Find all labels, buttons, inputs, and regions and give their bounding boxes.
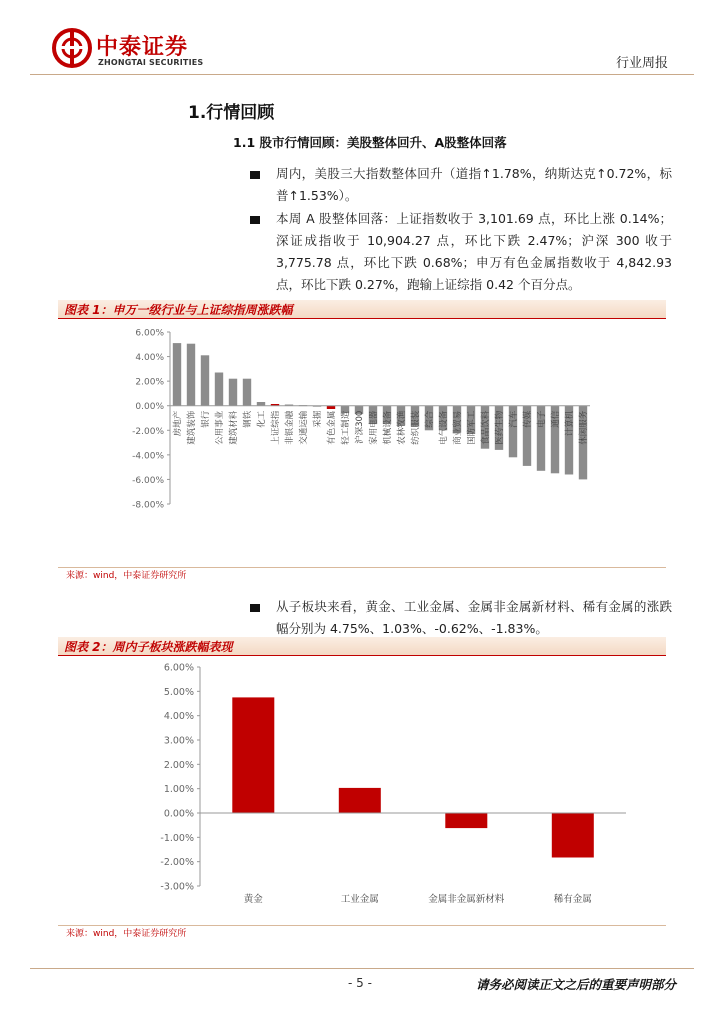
bar: [187, 344, 195, 406]
x-tick-label: 轻工制造: [341, 410, 351, 445]
x-tick-label: 公用事业: [215, 410, 225, 445]
x-tick-label: 银行: [201, 410, 211, 428]
x-tick-label: 机械设备: [383, 410, 393, 445]
x-tick-label: 国防军工: [467, 410, 477, 445]
x-tick-label: 黄金: [243, 894, 263, 905]
bar: [552, 813, 594, 858]
y-tick-label: -1.00%: [160, 832, 194, 844]
paragraph-us-market: 周内，美股三大指数整体回升（道指↑1.78%，纳斯达克↑0.72%，标普↑1.53%）。: [276, 166, 672, 203]
paragraph-sub-sectors: 从子板块来看，黄金、工业金属、金属非金属新材料、稀有金属的涨跌幅分别为 4.75%、1.03%、-0.62%、-1.83%。: [276, 599, 672, 636]
company-name-en: ZHONGTAI SECURITIES: [98, 58, 204, 67]
x-tick-label: 综合: [425, 410, 435, 428]
y-tick-label: 3.00%: [163, 735, 194, 747]
bullet-icon: [250, 216, 260, 224]
y-tick-label: -6.00%: [132, 475, 164, 486]
x-tick-label: 工业金属: [340, 894, 379, 905]
x-tick-label: 化工: [257, 410, 267, 428]
y-tick-label: 1.00%: [163, 784, 194, 796]
x-tick-label: 房地产: [173, 410, 183, 437]
y-tick-label: 4.00%: [163, 711, 194, 723]
y-tick-label: 4.00%: [135, 353, 164, 364]
bar: [243, 379, 251, 406]
section-heading: 1.行情回顾: [188, 103, 275, 123]
y-tick-label: 6.00%: [163, 662, 194, 674]
x-tick-label: 汽车: [509, 410, 519, 428]
bar: [445, 813, 487, 828]
x-tick-label: 建筑装饰: [187, 410, 197, 445]
figure1-title-bar: [58, 300, 666, 319]
x-tick-label: 食品饮料: [481, 410, 491, 445]
bar: [215, 373, 223, 406]
x-tick-label: 医药生物: [495, 410, 505, 445]
bar: [257, 402, 265, 406]
y-tick-label: 5.00%: [163, 686, 194, 698]
x-tick-label: 传媒: [523, 410, 533, 428]
x-tick-label: 休闲服务: [579, 410, 589, 445]
bar: [232, 697, 274, 813]
y-tick-label: -8.00%: [132, 500, 164, 511]
x-tick-label: 农林牧渔: [397, 410, 407, 445]
figure1-title: 图表 1：申万一级行业与上证综指周涨跌幅: [64, 303, 293, 317]
y-tick-label: 2.00%: [163, 759, 194, 771]
figure2-title: 图表 2：周内子板块涨跌幅表现: [64, 640, 233, 654]
x-tick-label: 有色金属: [327, 410, 337, 445]
x-tick-label: 计算机: [565, 410, 575, 437]
y-tick-label: 6.00%: [135, 328, 164, 339]
figure1-source: 来源：wind，中泰证券研究所: [66, 571, 187, 581]
x-tick-label: 家用电器: [369, 410, 379, 445]
x-tick-label: 建筑材料: [229, 410, 239, 445]
company-name-cn: 中泰证券: [96, 35, 189, 60]
y-tick-label: 0.00%: [135, 402, 164, 413]
bar: [201, 355, 209, 405]
disclaimer-text: 请务必阅读正文之后的重要声明部分: [475, 977, 676, 992]
bar: [229, 379, 237, 406]
bar: [339, 788, 381, 813]
x-tick-label: 沪深300: [355, 410, 365, 444]
y-tick-label: 2.00%: [135, 377, 164, 388]
bullet-icon: [250, 171, 260, 179]
report-type: 行业周报: [615, 56, 668, 71]
subsection-heading: 1.1 股市行情回顾：美股整体回升、A股整体回落: [233, 135, 507, 150]
x-tick-label: 电气设备: [439, 410, 449, 445]
x-tick-label: 钢铁: [243, 410, 253, 428]
x-tick-label: 上证综指: [271, 410, 281, 445]
header-divider: [30, 74, 694, 75]
zhongtai-logo-icon: [52, 28, 92, 68]
x-tick-label: 电子: [537, 410, 547, 428]
footer-divider: [30, 968, 694, 969]
y-tick-label: -2.00%: [132, 426, 164, 437]
x-tick-label: 通信: [551, 410, 561, 428]
figure2-title-bar: [58, 637, 666, 656]
company-logo: [52, 28, 222, 72]
y-tick-label: -3.00%: [160, 881, 194, 893]
figure2-source: 来源：wind，中泰证券研究所: [66, 929, 187, 939]
x-tick-label: 纺织服装: [411, 410, 421, 445]
paragraph-a-share-market: 本周 A 股整体回落：上证指数收于 3,101.69 点，环比上涨 0.14%；深证成指收于 10,904.27 点，环比下跌 2.47%；沪深 300 收于 3,775.78 点，环比下跌 0.68%；申万有色金属指数收于 4,842.93 点，环比下跌 0.27%，跑输上证综指 0.42 个百分点。: [276, 211, 672, 292]
y-tick-label: -4.00%: [132, 451, 164, 462]
x-tick-label: 非银金融: [285, 410, 295, 445]
bar: [173, 343, 181, 406]
x-tick-label: 交通运输: [299, 410, 309, 445]
x-tick-label: 采掘: [313, 410, 323, 428]
x-tick-label: 金属非金属新材料: [428, 894, 505, 905]
y-tick-label: 0.00%: [163, 808, 194, 820]
x-tick-label: 商业贸易: [453, 410, 463, 445]
figure1-bar-chart: [58, 322, 666, 562]
x-tick-label: 稀有金属: [553, 894, 592, 905]
y-tick-label: -2.00%: [160, 857, 194, 869]
bullet-icon: [250, 604, 260, 612]
figure2-bar-chart: [58, 658, 666, 918]
page-number: - 5 -: [348, 976, 372, 990]
